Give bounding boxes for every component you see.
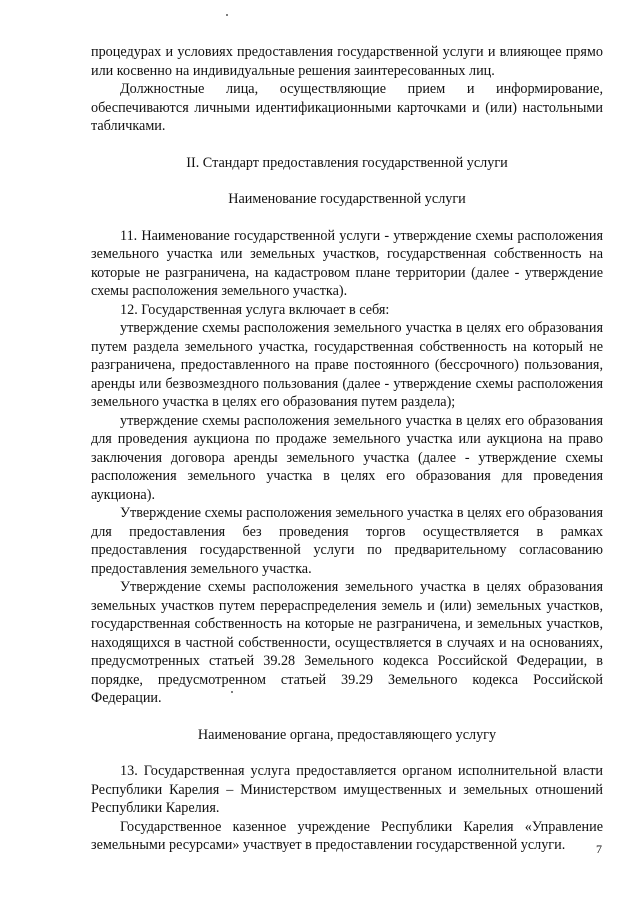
paragraph-12-para-4: Утверждение схемы расположения земельного участка в целях образования земельных участков путем перераспределения земель и (или) земельных участков, государственная собственность на которые не разграничена, и земельных участков, находящихся в частной собственности, осуществляется в случаях и на основаниях, предусмотренных статьей 39.28 Земельного кодекса Российской Федерации, в порядке, предусмотренном статьей 39.29 Земельного кодекса Российской Федерации.	[91, 579, 603, 706]
page-number: 7	[596, 842, 602, 856]
spacer	[91, 708, 603, 726]
subheading-service-name: Наименование государственной услуги	[228, 191, 466, 207]
paragraph-13: 13. Государственная услуга предоставляется органом исполнительной власти Республики Карелия – Министерством имущественных и земельных отношений Республики Карелия.	[91, 763, 603, 816]
subheading-authority: Наименование органа, предоставляющего услугу	[197, 726, 497, 743]
document-body	[91, 43, 603, 855]
section-title: II. Стандарт предоставления государственной услуги	[186, 154, 508, 171]
paragraph-11: 11. Наименование государственной услуги - утверждение схемы расположения земельного участка или земельных участков, государственная собственность на которые не разграничена, на кадастровом плане территории (далее - утверждение схемы расположения земельного участка).	[91, 227, 603, 299]
paragraph-12-item-2: утверждение схемы расположения земельного участка в целях его образования для проведения аукциона по продаже земельного участка или аукциона на право заключения договора аренды земельного участка (далее - утверждение схемы расположения земельного участка в целях его образования для проведения аукциона).	[91, 412, 603, 503]
spacer	[91, 136, 603, 154]
paragraph-12-para-3: Утверждение схемы расположения земельного участка в целях его образования для предоставления без проведения торгов осуществляется в рамках предоставления государственной услуги по предварительному согласованию предоставления земельного участка.	[91, 505, 603, 577]
spacer	[91, 172, 603, 190]
spacer	[91, 209, 603, 227]
paragraph-12-intro: 12. Государственная услуга включает в себя:	[120, 301, 390, 318]
scan-speck	[226, 14, 228, 16]
lead-paragraph: процедурах и условиях предоставления государственной услуги и влияющее прямо или косвенно на индивидуальные решения заинтересованных лиц.	[91, 44, 603, 79]
officials-paragraph: Должностные лица, осуществляющие прием и информирование, обеспечиваются личными идентификационными карточками и (или) настольными табличками.	[91, 81, 603, 134]
paragraph-13-para-2: Государственное казенное учреждение Республики Карелия «Управление земельными ресурсами» участвует в предоставлении государственной услуги.	[91, 818, 603, 853]
spacer	[91, 744, 603, 762]
paragraph-12-item-1: утверждение схемы расположения земельного участка в целях его образования путем раздела земельного участка, государственная собственность на который не разграничена, предоставленного на праве постоянного (бессрочного) пользования, аренды или безвозмездного пользования (далее - утверждение схемы расположения земельного участка в целях его образования путем раздела);	[91, 320, 603, 410]
